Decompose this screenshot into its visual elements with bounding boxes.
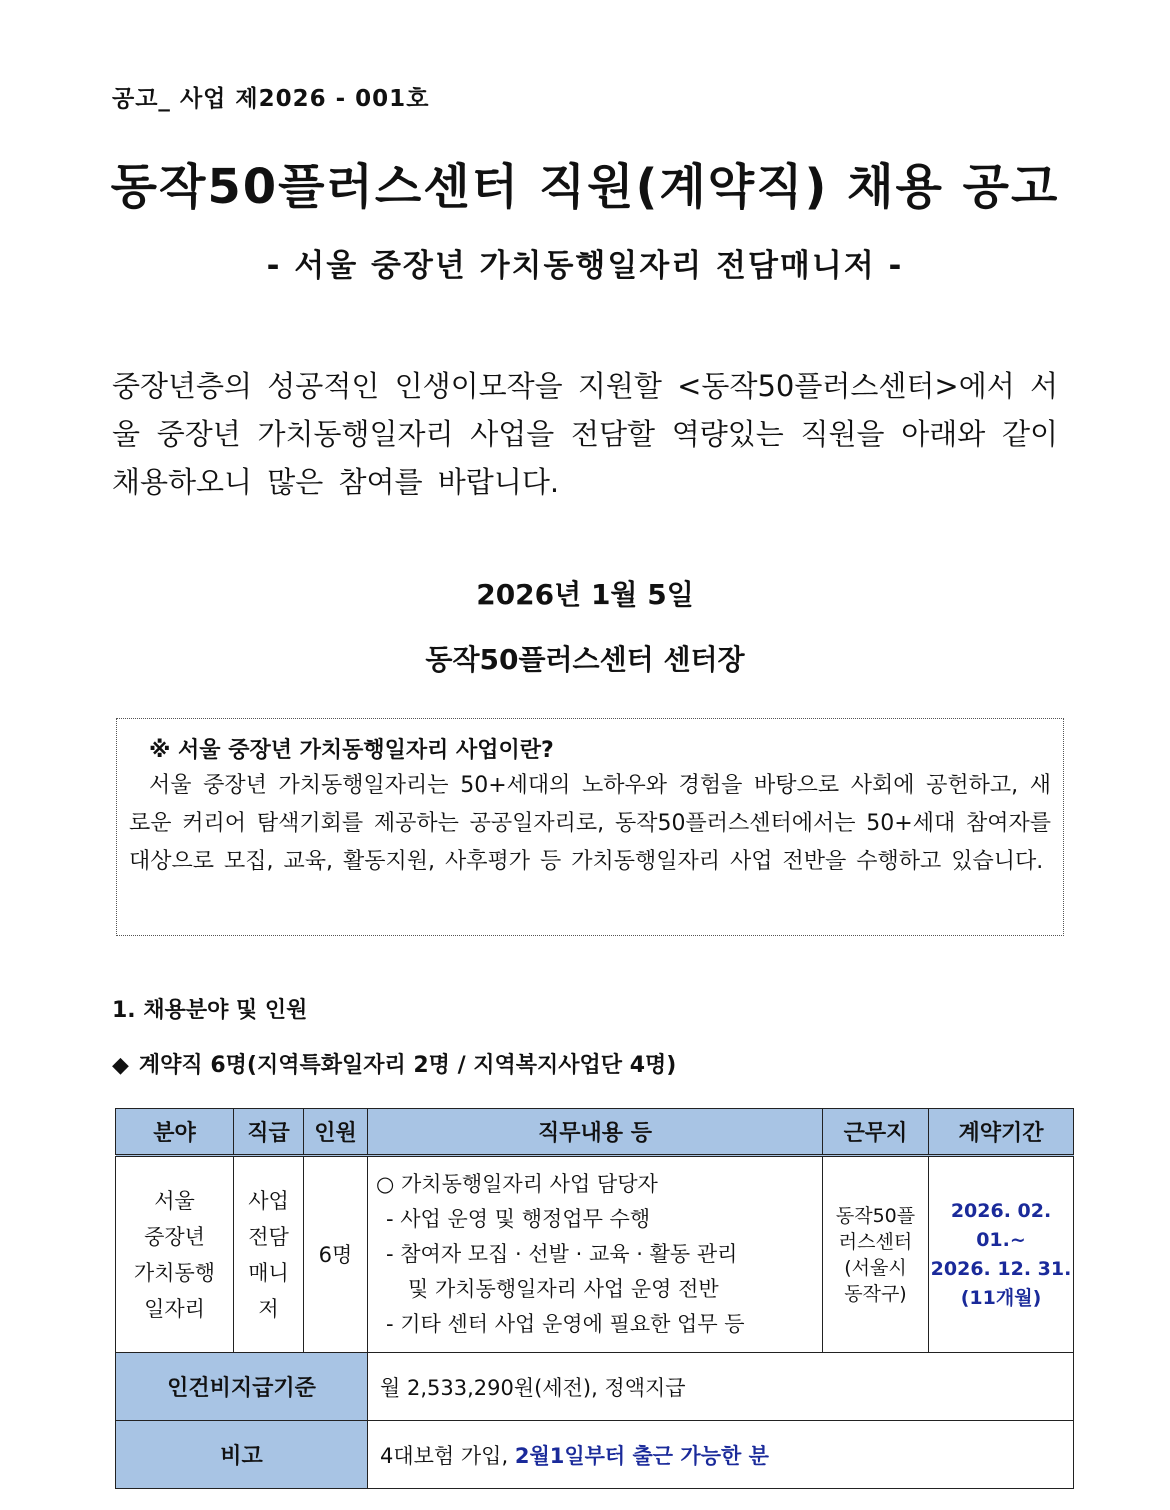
grade-line: 사업 <box>248 1188 289 1213</box>
grade-line: 저 <box>258 1296 279 1321</box>
field-line: 중장년 <box>144 1224 205 1249</box>
location-cell <box>823 1156 929 1353</box>
period-line: (11개월) <box>960 1286 1042 1309</box>
field-line: 서울 <box>154 1188 195 1213</box>
period-cell <box>929 1156 1074 1353</box>
recruitment-table <box>115 1108 1074 1489</box>
header-count: 인원 <box>304 1109 368 1156</box>
page-subtitle: - 서울 중장년 가치동행일자리 전담매니저 - <box>266 248 904 284</box>
salary-row <box>116 1353 1074 1421</box>
field-cell <box>116 1156 234 1353</box>
header-grade: 직급 <box>234 1109 304 1156</box>
note-value <box>368 1421 1074 1489</box>
location-line: 동작50플 <box>835 1204 916 1227</box>
notice-date: 2026년 1월 5일 <box>476 578 694 611</box>
issuer: 동작50플러스센터 센터장 <box>425 643 745 676</box>
duty-line: - 기타 센터 사업 운영에 필요한 업무 등 <box>386 1312 745 1336</box>
period-line: 2026. 12. 31. <box>930 1257 1072 1280</box>
header-duties: 직무내용 등 <box>368 1109 823 1156</box>
grade-cell <box>234 1156 304 1353</box>
duty-line: ○ 가치동행일자리 사업 담당자 <box>376 1172 658 1196</box>
header-location: 근무지 <box>823 1109 929 1156</box>
page-title: 동작50플러스센터 직원(계약직) 채용 공고 <box>110 159 1060 215</box>
note-label: 비고 <box>116 1421 368 1489</box>
program-info-box <box>116 718 1064 936</box>
duties-cell <box>368 1156 823 1353</box>
grade-line: 전담 <box>248 1224 289 1249</box>
salary-label: 인건비지급기준 <box>116 1353 368 1421</box>
location-line: 러스센터 <box>838 1230 913 1253</box>
table-header-row <box>116 1109 1074 1156</box>
intro-paragraph: 중장년층의 성공적인 인생이모작을 지원할 <동작50플러스센터>에서 서울 중장년 가치동행일자리 사업을 전담할 역량있는 직원을 아래와 같이 채용하오니 많은 참여를 바랍니다. <box>112 369 1058 499</box>
count-cell: 6명 <box>304 1156 368 1353</box>
duty-line: - 사업 운영 및 행정업무 수행 <box>386 1207 651 1231</box>
period-line: 2026. 02. 01.~ <box>950 1199 1052 1251</box>
header-period: 계약기간 <box>929 1109 1074 1156</box>
diamond-bullet-icon: ◆ <box>112 1053 129 1078</box>
info-box-title: ※ 서울 중장년 가치동행일자리 사업이란? <box>149 738 554 763</box>
subheading-text: 계약직 6명(지역특화일자리 2명 / 지역복지사업단 4명) <box>138 1053 677 1078</box>
note-row <box>116 1421 1074 1489</box>
note-highlight: 2월1일부터 출근 가능한 분 <box>514 1443 769 1468</box>
section-subheading <box>112 1048 676 1079</box>
table-row <box>116 1156 1074 1353</box>
field-line: 일자리 <box>144 1296 205 1321</box>
salary-value: 월 2,533,290원(세전), 정액지급 <box>368 1353 1074 1421</box>
location-line: 동작구) <box>844 1282 907 1305</box>
note-plain: 4대보험 가입, <box>380 1443 509 1468</box>
duty-line: 및 가치동행일자리 사업 운영 전반 <box>408 1277 719 1301</box>
header-field: 분야 <box>116 1109 234 1156</box>
field-line: 가치동행 <box>133 1260 216 1285</box>
grade-line: 매니 <box>248 1260 289 1285</box>
section-heading: 1. 채용분야 및 인원 <box>112 998 308 1023</box>
duty-line: - 참여자 모집 · 선발 · 교육 · 활동 관리 <box>386 1242 738 1266</box>
location-line: (서울시 <box>844 1256 907 1279</box>
info-box-body: 서울 중장년 가치동행일자리는 50+세대의 노하우와 경험을 바탕으로 사회에 공헌하고, 새로운 커리어 탐색기회를 제공하는 공공일자리로, 동작50플러스센터에서는 50+세대 참여자를 대상으로 모집, 교육, 활동지원, 사후평가 등 가치동행일자리 사업 전반을 수행하고 있습니다. <box>129 773 1051 874</box>
notice-number: 공고_ 사업 제2026 - 001호 <box>112 86 430 112</box>
